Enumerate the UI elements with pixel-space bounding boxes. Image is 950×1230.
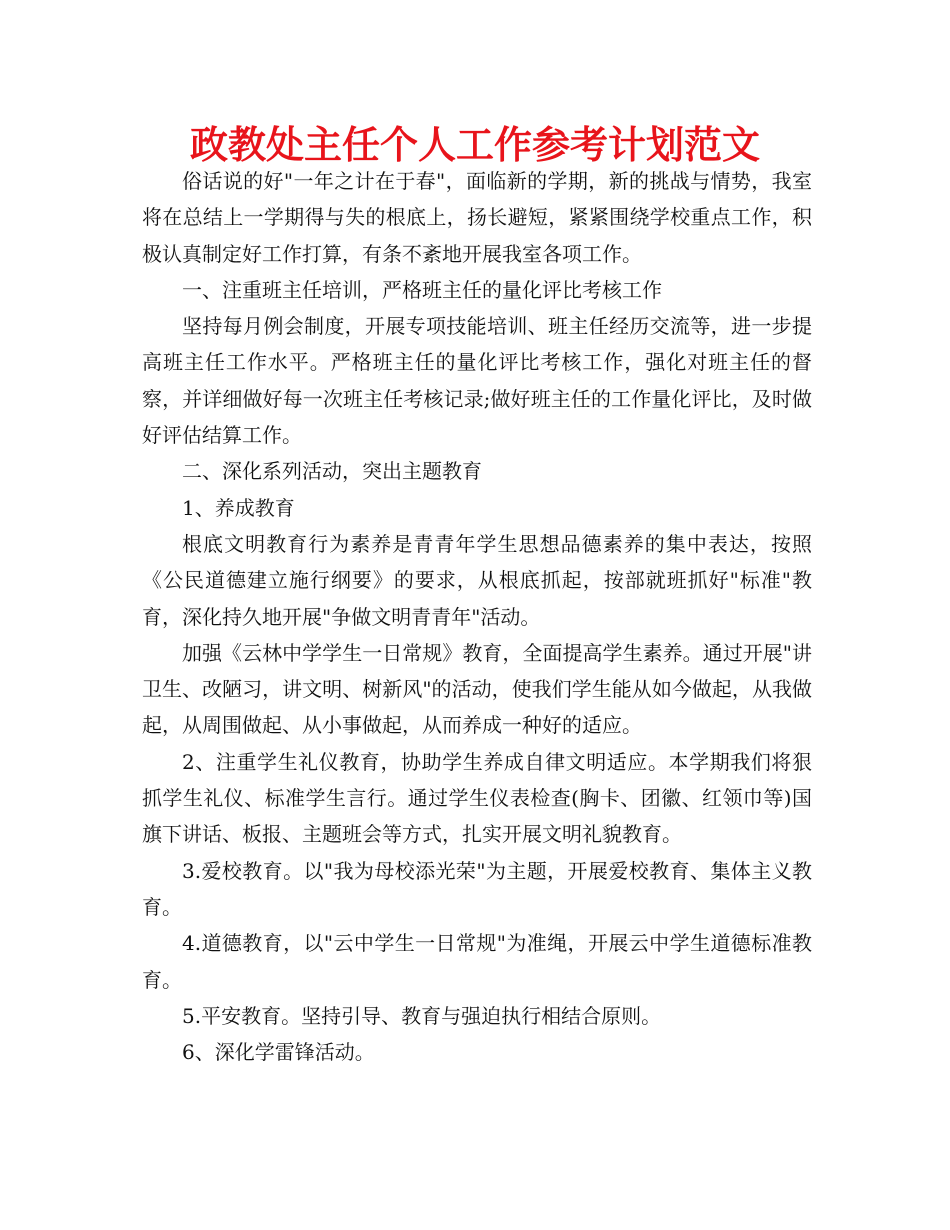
section-heading-2: 二、深化系列活动，突出主题教育: [182, 459, 482, 484]
paragraph-school-love-education: 3.爱校教育。以"我为母校添光荣"为主题，开展爱校教育、集体主义教育。: [142, 858, 812, 919]
paragraph-moral-education: 4.道德教育，以"云中学生一日常规"为准绳，开展云中学生道德标准教育。: [142, 931, 812, 992]
section-heading-1: 一、注重班主任培训，严格班主任的量化评比考核工作: [182, 277, 662, 302]
subheading-habit-education: 1、养成教育: [182, 495, 295, 520]
paragraph-safety-education: 5.平安教育。坚持引导、教育与强迫执行相结合原则。: [182, 1003, 662, 1028]
paragraph-habit-education: 根底文明教育行为素养是青青年学生思想品德素养的集中表达，按照《公民道德建立施行纲要》的要求，从根底抓起，按部就班抓好"标准"教育，深化持久地开展"争做文明青青年"活动。: [142, 531, 812, 629]
document-body: [142, 163, 812, 1070]
document-title: 政教处主任个人工作参考计划范文: [189, 123, 760, 167]
paragraph-intro: 俗话说的好"一年之计在于春"，面临新的学期，新的挑战与情势，我室将在总结上一学期得与失的根底上，扬长避短，紧紧围绕学校重点工作，积极认真制定好工作打算，有条不紊地开展我室各项工作。: [142, 169, 812, 266]
paragraph-lei-feng-activity: 6、深化学雷锋活动。: [182, 1040, 375, 1065]
paragraph-daily-rules: 加强《云林中学学生一日常规》教育，全面提高学生素养。通过开展"讲卫生、改陋习，讲文明、树新风"的活动，使我们学生能从如今做起，从我做起，从周围做起、从小事做起，从而养成一种好的适应。: [142, 640, 812, 738]
paragraph-section-1: 坚持每月例会制度，开展专项技能培训、班主任经历交流等，进一步提高班主任工作水平。严格班主任的量化评比考核工作，强化对班主任的督察，并详细做好每一次班主任考核记录;做好班主任的工作量化评比，及时做好评估结算工作。: [142, 314, 812, 448]
paragraph-etiquette-education: 2、注重学生礼仪教育，协助学生养成自律文明适应。本学期我们将狠抓学生礼仪、标准学生言行。通过学生仪表检查(胸卡、团徽、红领巾等)国旗下讲话、板报、主题班会等方式，扎实开展文明礼貌教育。: [142, 749, 812, 847]
